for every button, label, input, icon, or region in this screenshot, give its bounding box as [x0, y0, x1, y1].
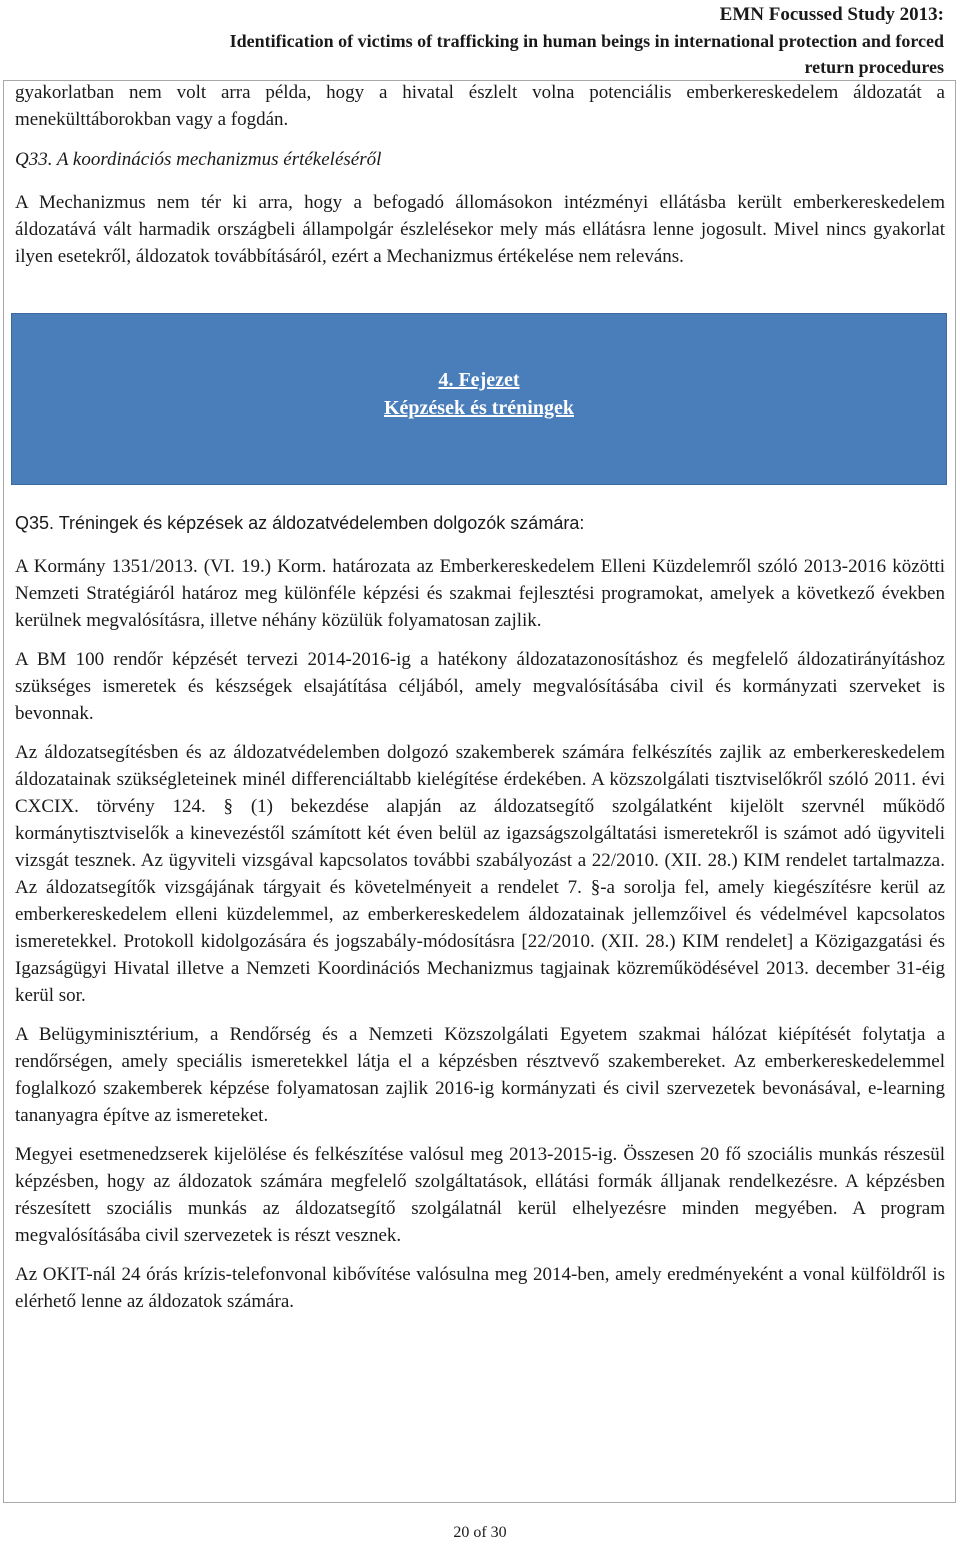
- page-header: [24, 2, 944, 80]
- chapter-number: 4. Fejezet: [438, 369, 520, 391]
- paragraph: A Belügyminisztérium, a Rendőrség és a Nemzeti Közszolgálati Egyetem szakmai hálózat kiépítését folytatja a rendőrségen, amely speciális ismeretekkel látja el a képzésben résztvevő szakembereket. Az emberkereskedelemmel foglalkozó szakemberek képzése folyamatosan zajlik 2016-ig kormányzati és civil szervezetek bevonásával, e-learning tananyagra építve az ismereteket.: [15, 1024, 945, 1126]
- paragraph: Az OKIT-nál 24 órás krízis-telefonvonal kibővítése valósulna meg 2014-ben, amely eredményeként a vonal külföldről is elérhető lenne az áldozatok számára.: [15, 1264, 945, 1312]
- paragraph-mechanism: [15, 189, 945, 270]
- question-heading-q33: Q33. A koordinációs mechanizmus értékeléséről: [15, 149, 382, 170]
- paragraph: A BM 100 rendőr képzését tervezi 2014-2016-ig a hatékony áldozatazonosításhoz és megfelelő áldozatirányításhoz szükséges ismeretek és készségek elsajátítása céljából, amely megvalósításába civil és kormányzati szerveket is bevonnak.: [15, 649, 945, 724]
- paragraph-text: gyakorlatban nem volt arra példa, hogy a hivatal észlelt volna potenciális emberkereskedelem áldozatát a menekülttáborokban vagy a fogdán.: [15, 82, 945, 130]
- chapter-title-block: [12, 366, 946, 422]
- paragraph: Megyei esetmenedzserek kijelölése és felkészítése valósul meg 2013-2015-ig. Összesen 20 fő szociális munkás részesül képzésben, hogy az áldozatok számára megfelelő szolgáltatások, ellátási formák álljanak rendelkezésre. A képzésben részesített szociális munkás az áldozatsegítő szolgálatnál kerül elhelyezésre minden megyében. A program megvalósításába civil szervezetek is részt vesznek.: [15, 1144, 945, 1246]
- header-subtitle: Identification of victims of trafficking in human beings in international protection and forced: [229, 31, 944, 51]
- paragraph: Az áldozatsegítésben és az áldozatvédelemben dolgozó szakemberek számára felkészítés zajlik az emberkereskedelem áldozatainak szükségleteinek minél differenciáltabb kielégítése érdekében. A közszolgálati tisztviselőkről szóló 2011. évi CXCIX. törvény 124. § (1) bekezdése alapján az áldozatsegítő szolgálatként kijelölt szervnél működő kormánytisztviselők a kinevezéstől számított két éven belül az igazságszolgáltatási ismeretekről is számot adó ügyviteli vizsgát tesznek. Az ügyviteli vizsgával kapcsolatos további szabályozást a 22/2010. (XII. 28.) KIM rendelet tartalmazza. Az áldozatsegítők vizsgájának tárgyait és követelményeit a rendelet 7. §-a sorolja fel, amely kiegészítésre kerül az emberkereskedelem elleni küzdelemmel, az emberkereskedelem áldozatainak jellemzőivel és védelmével kapcsolatos ismeretekkel. Protokoll kidolgozására és jogszabály-módosításra [22/2010. (XII. 28.) KIM rendelet] a Közigazgatási és Igazságügyi Hivatal illetve a Nemzeti Koordinációs Mechanizmus tagjainak közreműködésével 2013. december 31-éig kerül sor.: [15, 742, 945, 1006]
- chapter-banner: [11, 313, 947, 485]
- header-subtitle-cont: return procedures: [804, 57, 944, 77]
- paragraph-text: A Mechanizmus nem tér ki arra, hogy a befogadó állomásokon intézményi ellátásba került emberkereskedelem áldozatává vált harmadik országbeli állampolgár észlelésekor mely más ellátásra lenne jogosult. Mivel nincs gyakorlat ilyen esetekről, áldozatok továbbításáról, ezért a Mechanizmus értékelése nem releváns.: [15, 192, 945, 267]
- page-number: 20 of 30: [453, 1524, 507, 1541]
- question-heading-q35: Q35. Tréningek és képzések az áldozatvédelemben dolgozók számára:: [15, 513, 585, 533]
- header-study-title: EMN Focussed Study 2013:: [719, 4, 944, 25]
- paragraph-intro: [15, 79, 945, 133]
- paragraph-list: [15, 553, 945, 1327]
- chapter-title: Képzések és tréningek: [384, 397, 574, 419]
- paragraph: A Kormány 1351/2013. (VI. 19.) Korm. határozata az Emberkereskedelem Elleni Küzdelemről szóló 2013-2016 közötti Nemzeti Stratégiáról határoz meg különféle képzési és szakmai fejlesztési programokat, amelyek a következő években kerülnek megvalósításra, illetve néhány közülük folyamatosan zajlik.: [15, 556, 945, 631]
